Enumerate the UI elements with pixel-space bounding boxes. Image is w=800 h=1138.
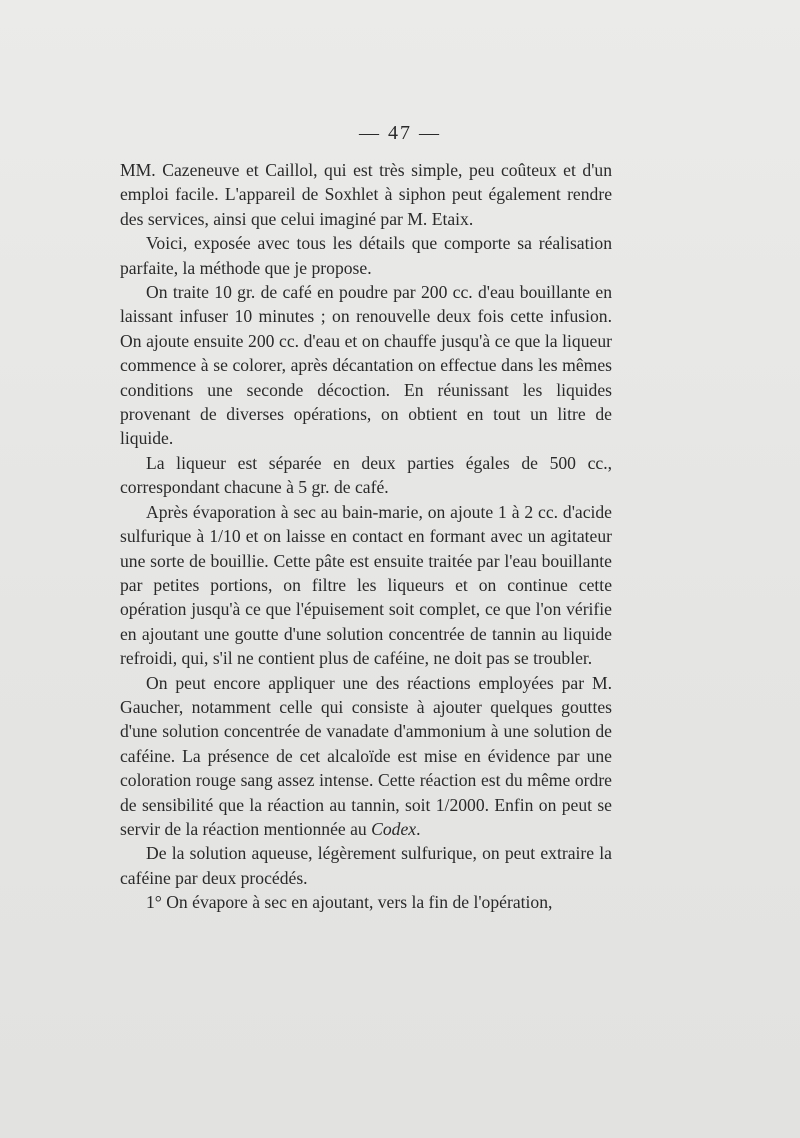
paragraph-6-text: On peut encore appliquer une des réactions employées par M. Gaucher, notamment celle qui consiste à ajouter quelques gouttes d'une solution concentrée de vanadate d'ammonium à une solution de caféine. La présence de cet alcaloïde est mise en évidence par une coloration rouge sang assez intense. Cette réaction est du même ordre de sensibilité que la réaction au tannin, soit 1/2000. Enfin on peut se servir de la réaction mentionnée au <box>120 672 612 839</box>
paragraph-4: La liqueur est séparée en deux parties égales de 500 cc., correspondant chacune à 5 gr. de café. <box>120 452 612 498</box>
codex-trail: . <box>416 818 421 839</box>
paragraph-5: Après évaporation à sec au bain-marie, on ajoute 1 à 2 cc. d'acide sulfurique à 1/10 et on laisse en contact en formant avec un agitateur une sorte de bouillie. Cette pâte est ensuite traitée par l'eau bouillante par petites portions, on filtre les liqueurs et on continue cette opération jusqu'à ce que l'épuisement soit complet, ce que l'on vérifie en ajoutant une goutte d'une solution concentrée de tannin au liquide refroidi, qui, s'il ne contient plus de caféine, ne doit pas se troubler. <box>120 501 612 669</box>
body-text <box>120 158 612 915</box>
paragraph-7: De la solution aqueuse, légèrement sulfurique, on peut extraire la caféine par deux procédés. <box>120 843 612 888</box>
page-number: — 47 — <box>359 122 441 144</box>
paragraph-2: Voici, exposée avec tous les détails que comporte sa réalisation parfaite, la méthode que je propose. <box>120 233 612 278</box>
paragraph-6 <box>120 671 612 842</box>
codex-reference: Codex <box>371 818 417 839</box>
paragraph-8: 1° On évapore à sec en ajoutant, vers la fin de l'opération, <box>146 892 553 913</box>
paragraph-3: On traite 10 gr. de café en poudre par 200 cc. d'eau bouillante en laissant infuser 10 minutes ; on renouvelle deux fois cette infusion. On ajoute ensuite 200 cc. d'eau et on chauffe jusqu'à ce que la liqueur commence à se colorer, après décantation on effectue dans les mêmes conditions une seconde décoction. En réunissant les liquides provenant de diverses opérations, on obtient en tout un litre de liquide. <box>120 282 612 449</box>
paragraph-1: MM. Cazeneuve et Caillol, qui est très simple, peu coûteux et d'un emploi facile. L'appareil de Soxhlet à siphon peut également rendre des services, ainsi que celui imaginé par M. Etaix. <box>120 160 612 229</box>
